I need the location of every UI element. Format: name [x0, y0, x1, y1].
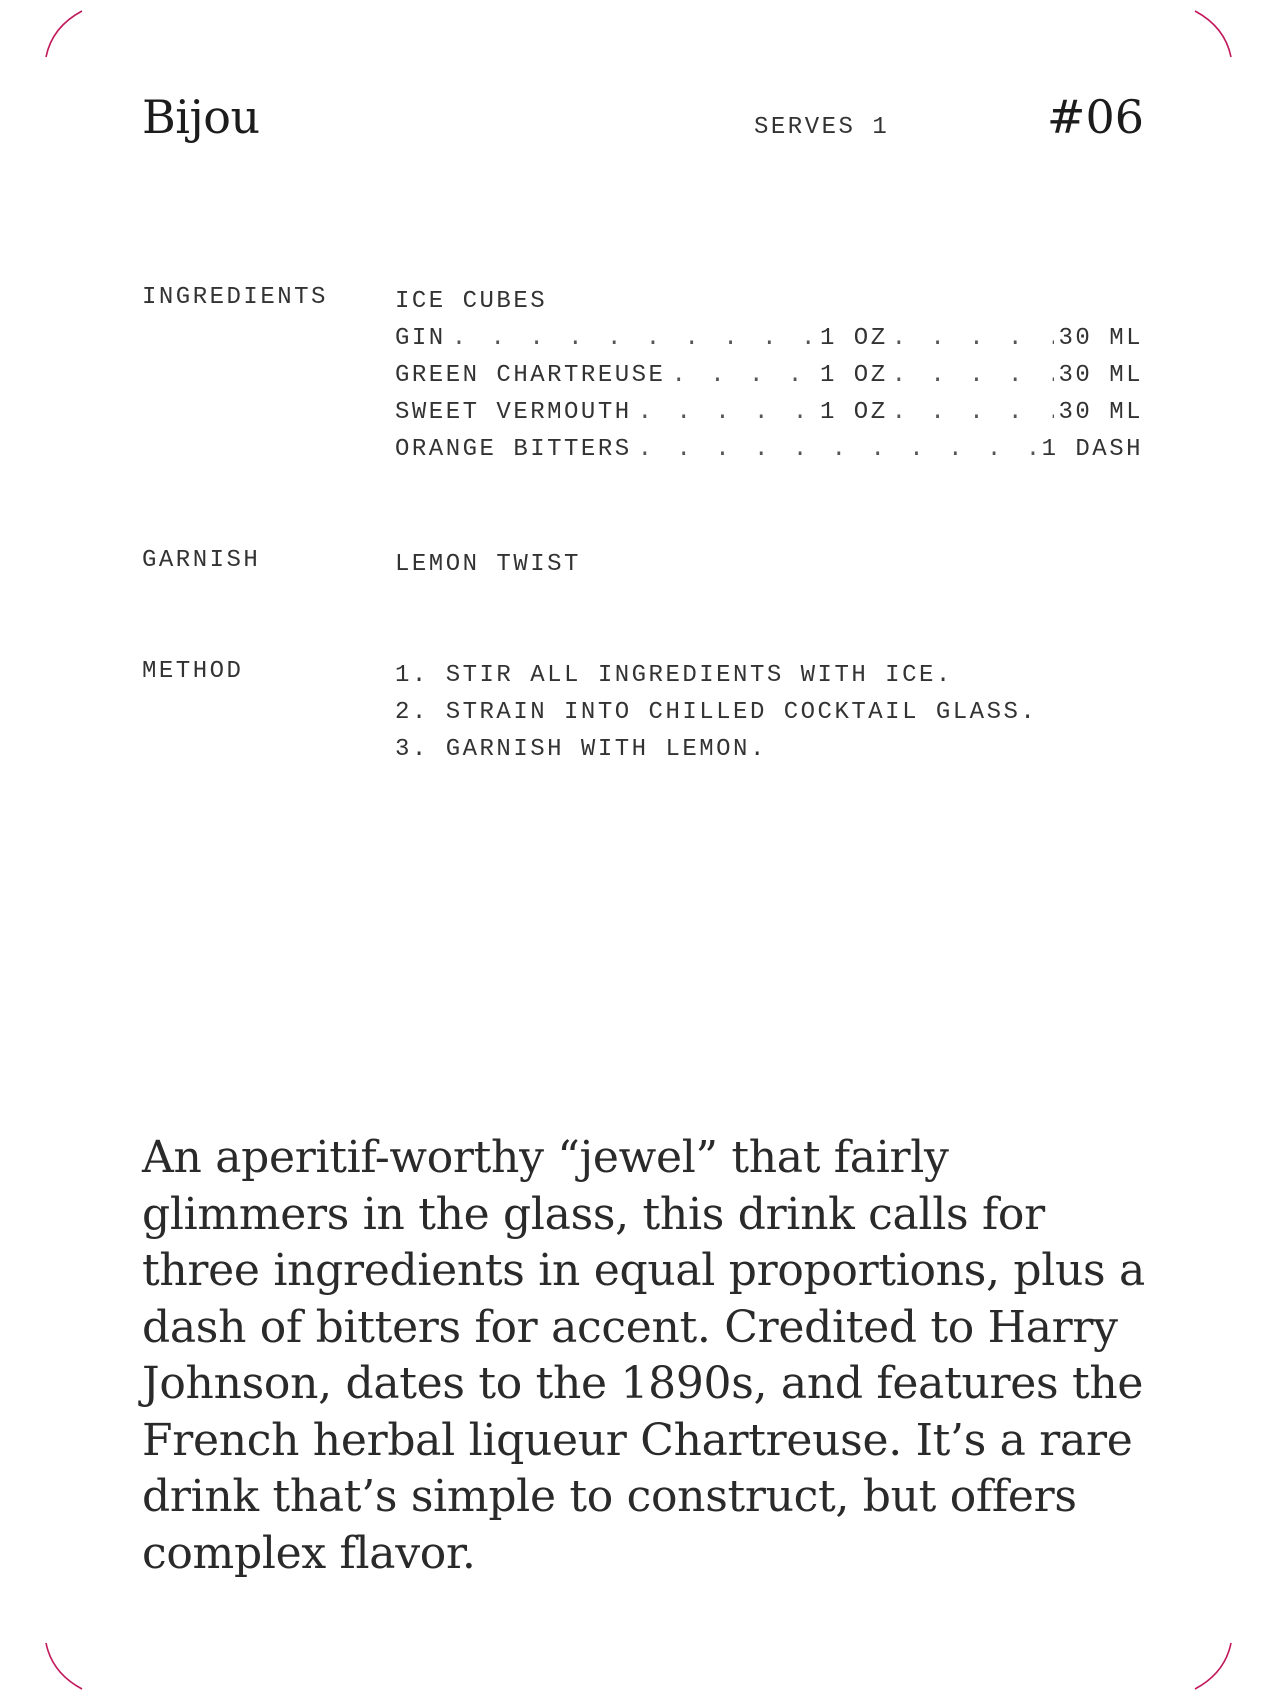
dot-leader	[452, 320, 814, 357]
garnish-label: GARNISH	[142, 547, 261, 574]
corner-mark-bottom-right	[1183, 1641, 1233, 1691]
ingredient-ml: 30 ML	[1058, 399, 1143, 426]
ingredient-name: SWEET VERMOUTH	[395, 399, 632, 426]
ingredient-oz: 1 OZ	[820, 362, 888, 389]
method-step: 3. GARNISH WITH LEMON.	[395, 736, 767, 763]
method-step: 1. STIR ALL INGREDIENTS WITH ICE.	[395, 662, 953, 689]
recipe-description: An aperitif-worthy “jewel” that fairly glimmers in the glass, this drink calls for three ingredients in equal proportions, plus a dash of bitters for accent. Credited to Harry Johnson, dates to the 1890s, and features the French herbal liqueur Chartreuse. It’s a rare drink that’s simple to construct, but offers complex flavor.	[142, 1132, 1145, 1579]
ingredient-row	[395, 357, 1143, 394]
ingredient-name: GREEN CHARTREUSE	[395, 362, 666, 389]
ingredient-ice-cubes: ICE CUBES	[395, 288, 548, 315]
method-step: 2. STRAIN INTO CHILLED COCKTAIL GLASS.	[395, 699, 1038, 726]
corner-mark-bottom-left	[44, 1641, 94, 1691]
method-steps	[395, 657, 1143, 768]
recipe-title: Bijou	[142, 90, 260, 144]
dot-leader	[892, 394, 1055, 431]
dot-leader	[638, 394, 814, 431]
ingredient-name: ORANGE BITTERS	[395, 436, 632, 463]
ingredient-oz: 1 OZ	[820, 325, 888, 352]
ingredient-oz: 1 OZ	[820, 399, 888, 426]
ingredient-row	[395, 431, 1143, 468]
dot-leader	[638, 431, 1036, 468]
serves-count: SERVES 1	[754, 114, 890, 141]
garnish-value: LEMON TWIST	[395, 551, 581, 578]
ingredient-measures	[820, 357, 1143, 394]
dot-leader	[892, 320, 1055, 357]
recipe-number: #06	[1046, 90, 1144, 144]
ingredients-label: INGREDIENTS	[142, 284, 328, 311]
garnish-value-block	[395, 546, 1143, 583]
method-label: METHOD	[142, 658, 244, 685]
ingredient-row	[395, 394, 1143, 431]
ingredient-amount: 1 DASH	[1041, 436, 1143, 463]
ingredient-name: GIN	[395, 325, 446, 352]
ingredient-ml: 30 ML	[1058, 362, 1143, 389]
ingredients-list	[395, 283, 1143, 468]
corner-mark-top-left	[44, 9, 94, 59]
ingredient-row	[395, 320, 1143, 357]
ingredient-measures	[820, 394, 1143, 431]
ingredient-measures	[820, 320, 1143, 357]
ingredient-ml: 30 ML	[1058, 325, 1143, 352]
corner-mark-top-right	[1183, 9, 1233, 59]
dot-leader	[671, 357, 814, 394]
dot-leader	[892, 357, 1055, 394]
